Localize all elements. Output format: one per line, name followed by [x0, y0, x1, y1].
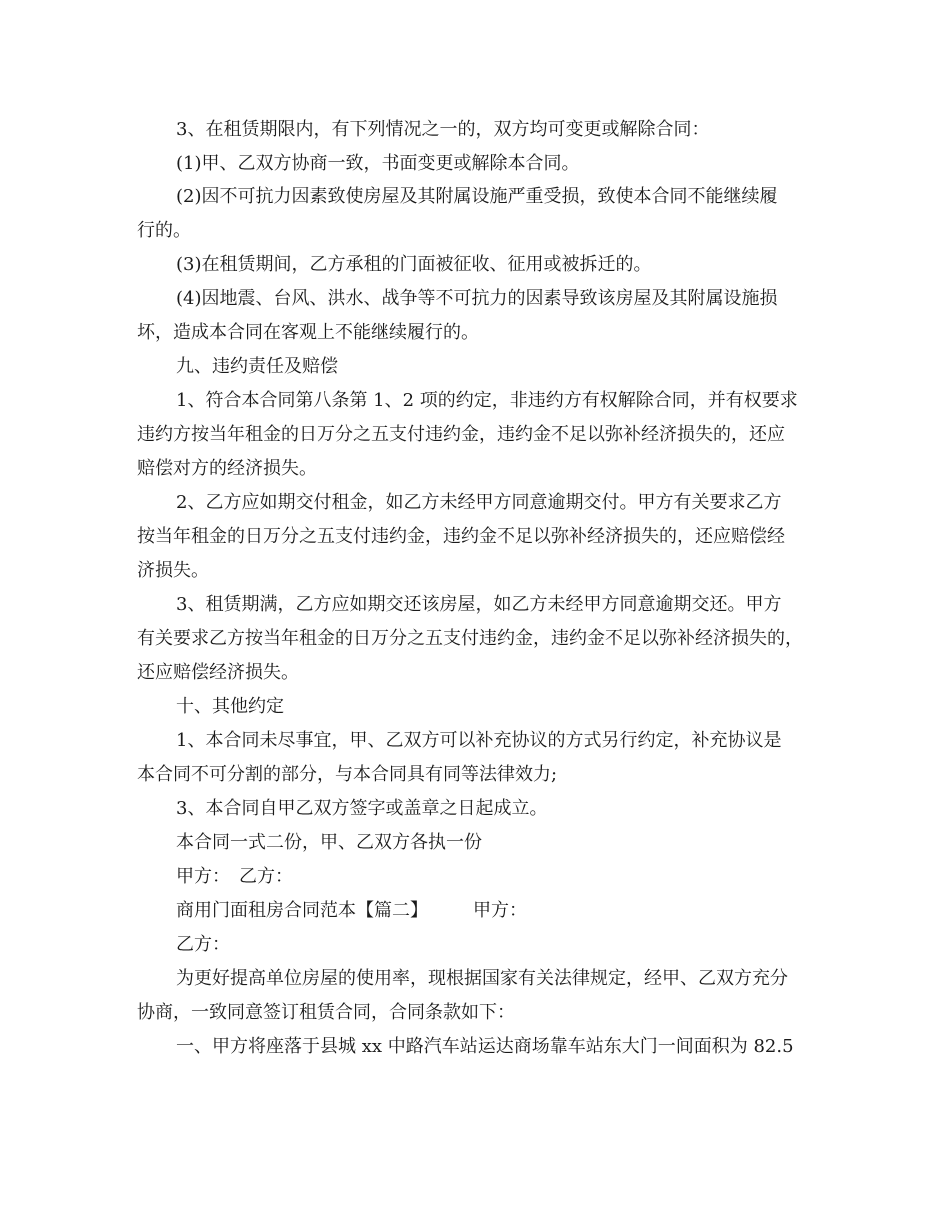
text-line: (3)在租赁期间，乙方承租的门面被征收、征用或被拆迁的。	[176, 254, 652, 275]
text-line: 乙方：	[176, 934, 230, 955]
text-line: 还应赔偿经济损失。	[137, 662, 299, 683]
text-line: 有关要求乙方按当年租金的日万分之五支付违约金，违约金不足以弥补经济损失的，	[137, 628, 803, 649]
text-line: 行的。	[137, 220, 191, 241]
text-line: 一、甲方将座落于县城 xx 中路汽车站运达商场靠车站东大门一间面积为 82.5	[176, 1036, 794, 1057]
section-title: 商用门面租房合同范本【篇二】 甲方：	[176, 900, 527, 921]
text-line: 2、乙方应如期交付租金，如乙方未经甲方同意逾期交付。甲方有关要求乙方	[176, 492, 782, 513]
text-line: 违约方按当年租金的日万分之五支付违约金，违约金不足以弥补经济损失的，还应	[137, 424, 785, 445]
text-line: 赔偿对方的经济损失。	[137, 458, 317, 479]
text-line: 3、本合同自甲乙双方签字或盖章之日起成立。	[176, 798, 548, 819]
signature-line: 甲方： 乙方：	[176, 866, 293, 887]
text-line: (1)甲、乙双方协商一致，书面变更或解除本合同。	[176, 153, 580, 174]
section-heading: 九、违约责任及赔偿	[176, 356, 338, 377]
section-heading: 十、其他约定	[176, 696, 284, 717]
text-line: 坏，造成本合同在客观上不能继续履行的。	[137, 322, 479, 343]
text-line: 1、本合同未尽事宜，甲、乙双方可以补充协议的方式另行约定，补充协议是	[176, 730, 782, 751]
text-line: 为更好提高单位房屋的使用率，现根据国家有关法律规定，经甲、乙双方充分	[176, 968, 788, 989]
text-line: (4)因地震、台风、洪水、战争等不可抗力的因素导致该房屋及其附属设施损	[176, 288, 778, 309]
text-line: 1、符合本合同第八条第 1、2 项的约定，非违约方有权解除合同，并有权要求	[176, 390, 798, 411]
text-line: 3、在租赁期限内，有下列情况之一的，双方均可变更或解除合同：	[176, 119, 710, 140]
text-line: 济损失。	[137, 560, 209, 581]
text-line: (2)因不可抗力因素致使房屋及其附属设施严重受损，致使本合同不能继续履	[176, 186, 778, 207]
text-line: 协商，一致同意签订租赁合同，合同条款如下：	[137, 1002, 515, 1023]
text-line: 按当年租金的日万分之五支付违约金，违约金不足以弥补经济损失的，还应赔偿经	[137, 526, 785, 547]
text-line: 本合同一式二份，甲、乙双方各执一份	[176, 832, 482, 853]
text-line: 本合同不可分割的部分，与本合同具有同等法律效力;	[137, 764, 558, 785]
text-line: 3、租赁期满，乙方应如期交还该房屋，如乙方未经甲方同意逾期交还。甲方	[176, 594, 782, 615]
